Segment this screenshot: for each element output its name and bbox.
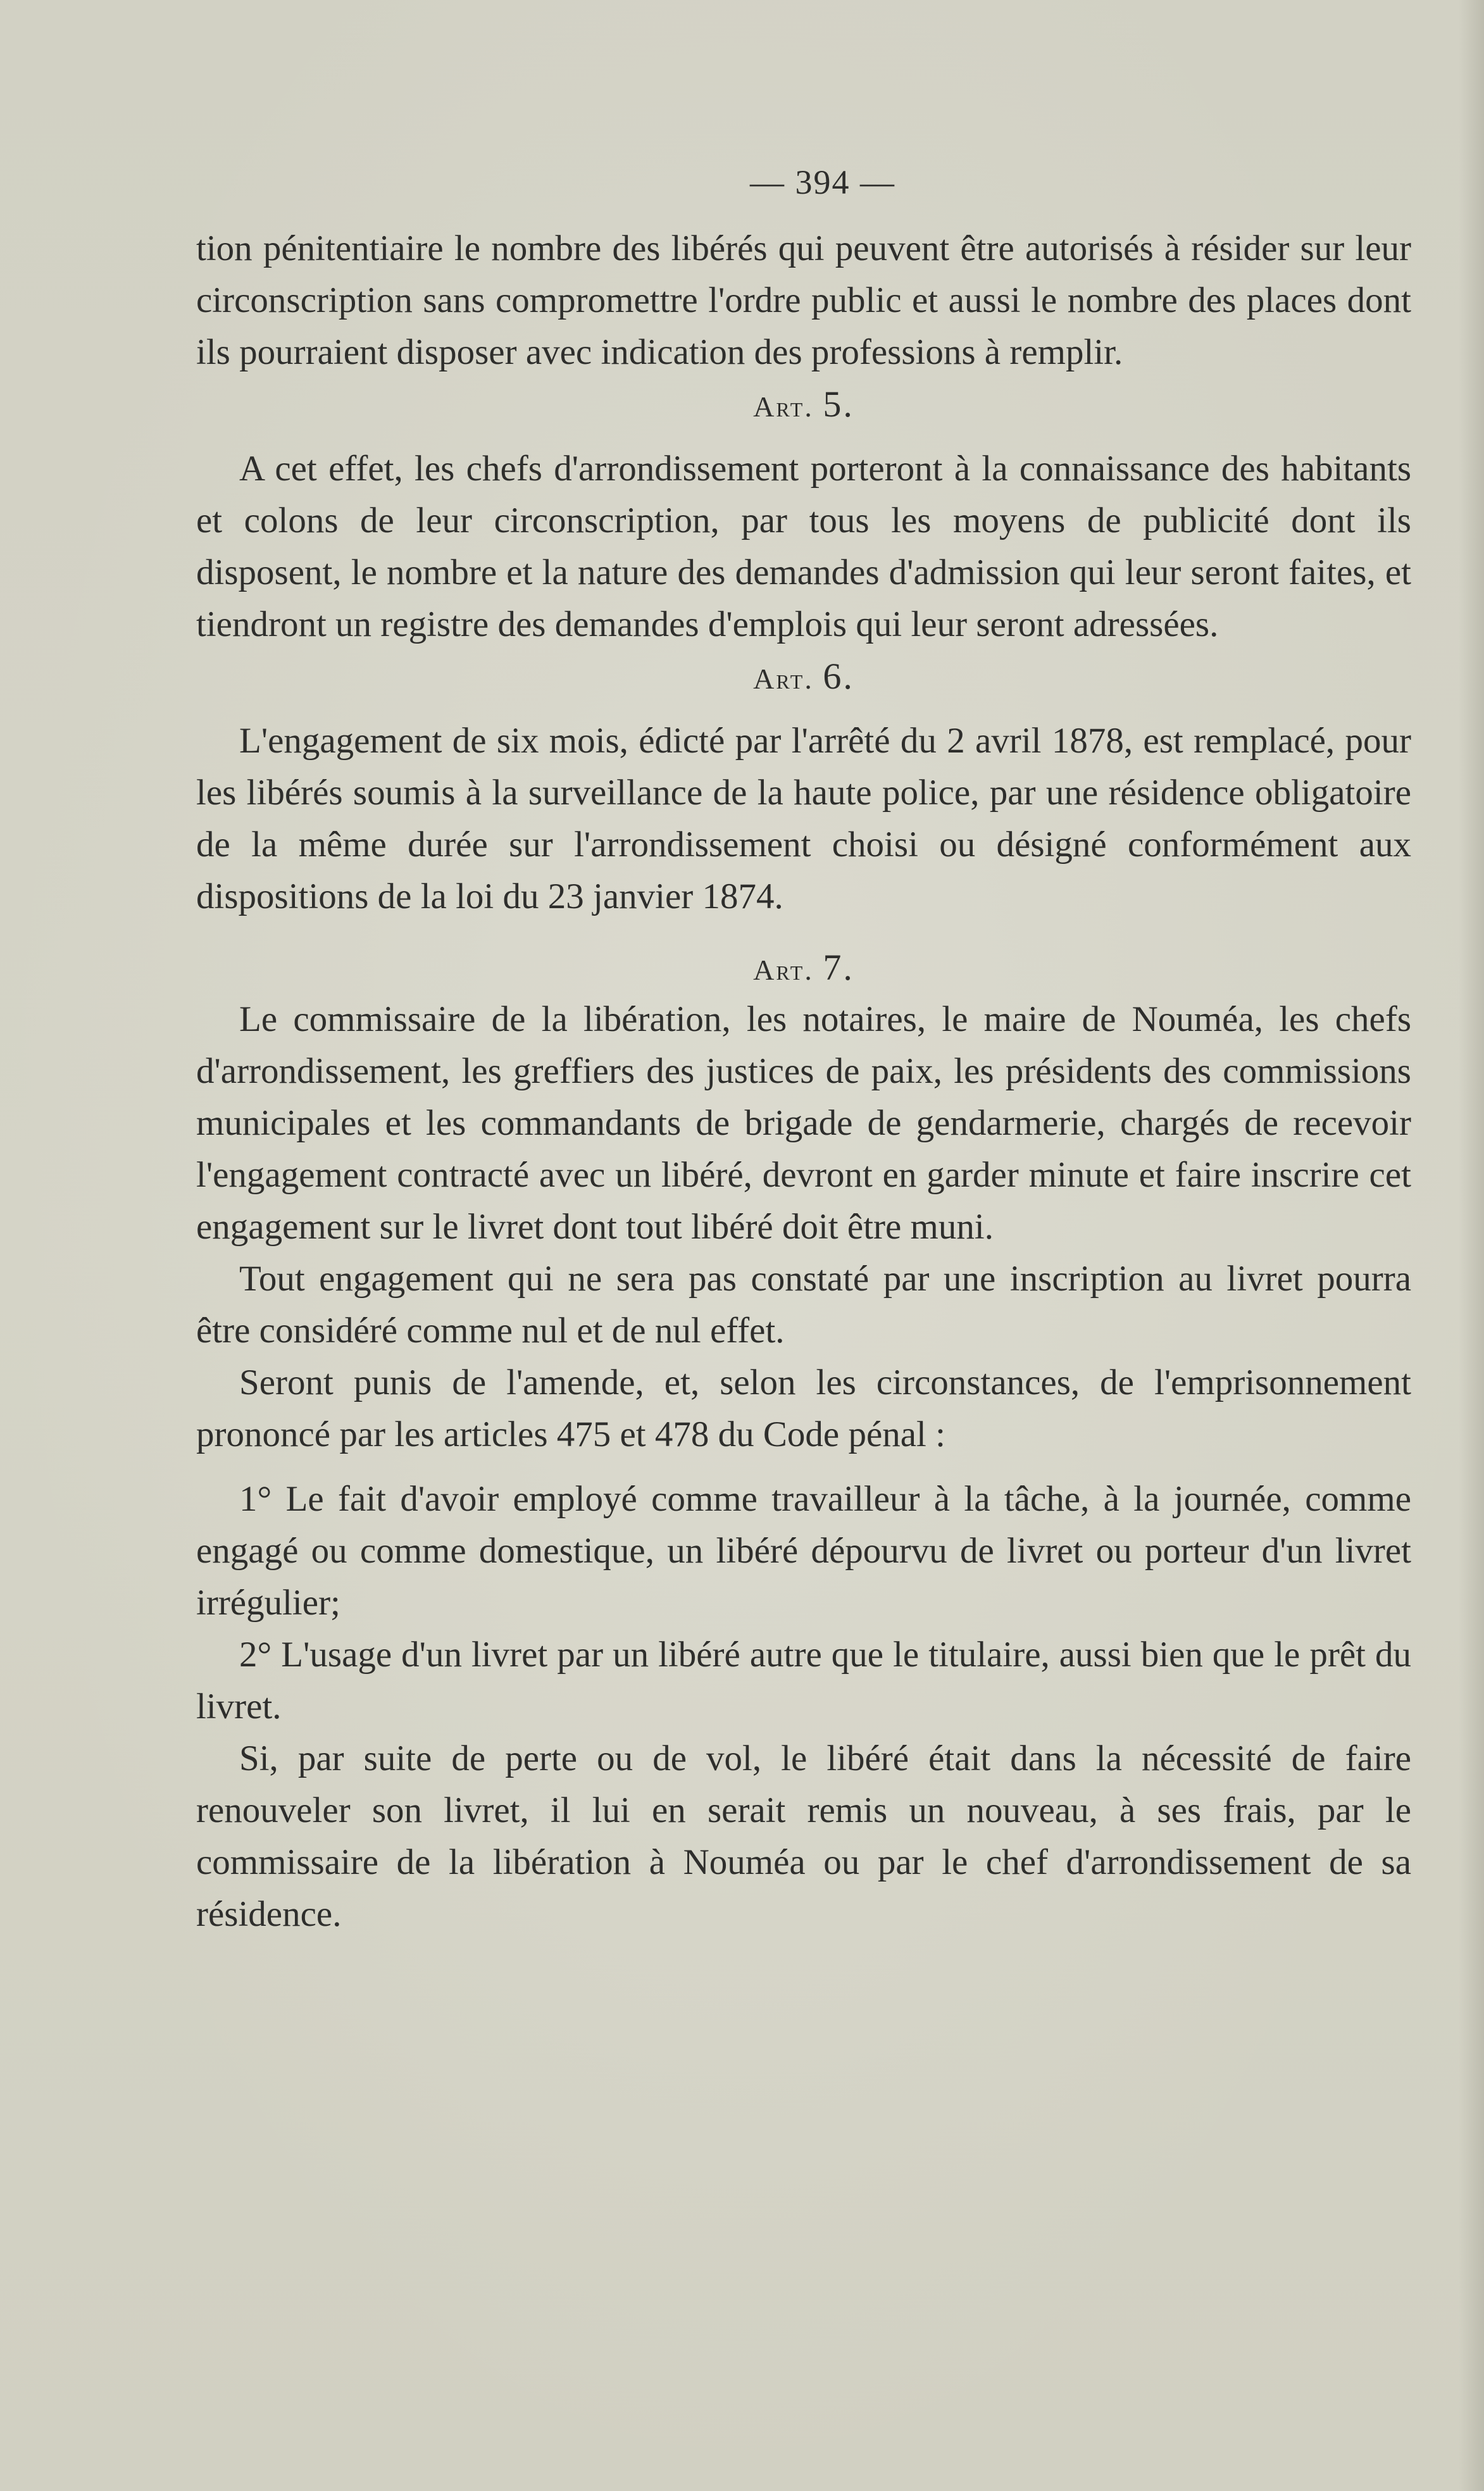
article-label: Art. — [753, 954, 814, 986]
paragraph-article-6: L'engagement de six mois, édicté par l'arrêté du 2 avril 1878, est remplacé, pour les libérés soumis à la surveillance de la haute police, par une résidence obligatoire de la même durée sur l'arrondissement choisi ou désigné conformément aux dispositions de la loi du 23 janvier 1874. — [196, 721, 1411, 916]
article-6-heading — [196, 651, 1411, 702]
article-number: 7. — [823, 947, 854, 988]
paragraph-continuation: tion pénitentiaire le nombre des libérés qui peuvent être autorisés à résider sur leur circonscription sans compromettre l'ordre public et aussi le nombre des places dont ils pourraient disposer avec indication des professions à remplir. — [196, 228, 1411, 372]
paragraph-article-5: A cet effet, les chefs d'arrondissement porteront à la connaissance des habitants et colons de leur circonscription, par tous les moyens de publicité dont ils disposent, le nombre et la nature des demandes d'admission qui leur seront faites, et tiendront un registre des demandes d'emplois qui leur seront adressées. — [196, 449, 1411, 644]
paragraph-article-7-main: Le commissaire de la libération, les notaires, le maire de Nouméa, les chefs d'arrondissement, les greffiers des justices de paix, les présidents des commissions municipales et les commandants de brigade de gendarmerie, chargés de recevoir l'engagement contracté avec un libéré, devront en garder minute et faire inscrire cet engagement sur le livret dont tout libéré doit être muni. — [196, 999, 1411, 1247]
page-edge-shadow — [1459, 0, 1484, 2491]
article-label: Art. — [753, 663, 814, 695]
list-item-1: 1° Le fait d'avoir employé comme travailleur à la tâche, à la journée, comme engagé ou comme domestique, un libéré dépourvu de livret ou porteur d'un livret irrégulier; — [196, 1479, 1411, 1623]
article-number: 6. — [823, 656, 854, 697]
page-number: — 394 — — [750, 163, 895, 201]
article-7-heading — [196, 942, 1411, 994]
paragraph-engagement-nul: Tout engagement qui ne sera pas constaté par une inscription au livret pourra être considéré comme nul et de nul effet. — [196, 1259, 1411, 1351]
page-content — [196, 158, 1411, 1940]
article-label: Art. — [753, 390, 814, 423]
list-item-2: 2° L'usage d'un livret par un libéré autre que le titulaire, aussi bien que le prêt du livret. — [196, 1635, 1411, 1726]
paragraph-livret-renewal: Si, par suite de perte ou de vol, le libéré était dans la nécessité de faire renouveler son livret, il lui en serait remis un nouveau, à ses frais, par le commissaire de la libération à Nouméa ou par le chef d'arrondissement de sa résidence. — [196, 1739, 1411, 1934]
article-number: 5. — [823, 384, 854, 425]
paragraph-penalties: Seront punis de l'amende, et, selon les circonstances, de l'emprisonnement prononcé par les articles 475 et 478 du Code pénal : — [196, 1363, 1411, 1454]
article-5-heading — [196, 378, 1411, 430]
